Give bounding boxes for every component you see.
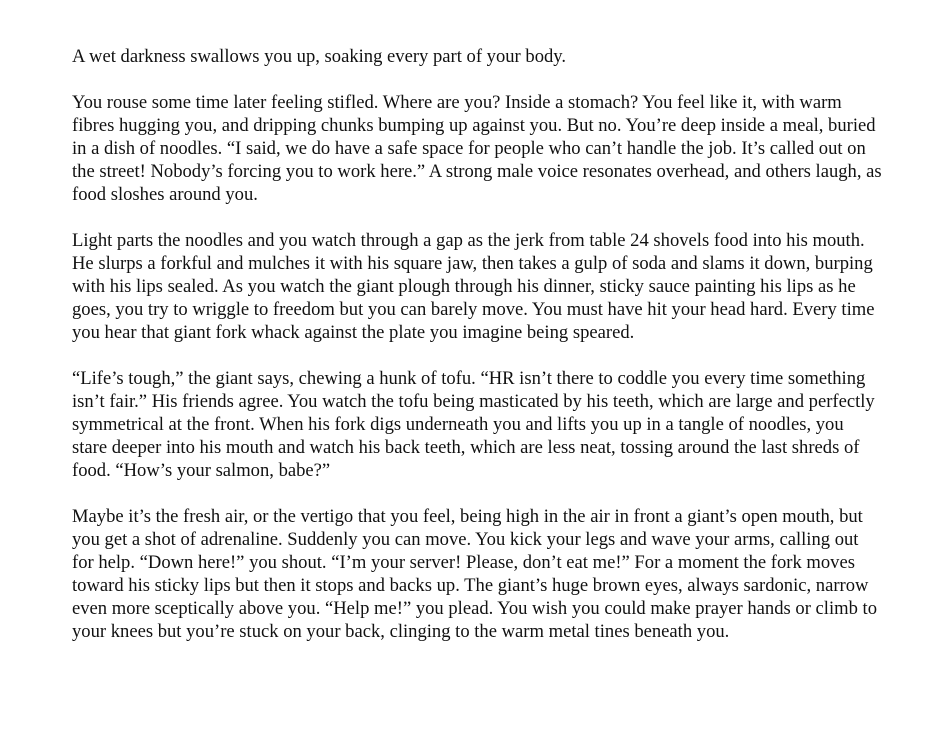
paragraph: Light parts the noodles and you watch through a gap as the jerk from table 24 shovels food into his mouth. He slurps a forkful and mulches it with his square jaw, then takes a gulp of soda and slams it down, burping with his lips sealed. As you watch the giant plough through his dinner, sticky sauce painting his lips as he goes, you try to wriggle to freedom but you can barely move. You must have hit your head hard. Every time you hear that giant fork whack against the plate you imagine being speared.	[72, 230, 875, 343]
paragraph: You rouse some time later feeling stifled. Where are you? Inside a stomach? You feel like it, with warm fibres hugging you, and dripping chunks bumping up against you. But no. You’re deep inside a meal, buried in a dish of noodles. “I said, we do have a safe space for people who can’t handle the job. It’s called out on the street! Nobody’s forcing you to work here.” A strong male voice resonates overhead, and others laugh, as food sloshes around you.	[72, 92, 882, 205]
document-body	[72, 45, 882, 666]
paragraph: Maybe it’s the fresh air, or the vertigo that you feel, being high in the air in front a giant’s open mouth, but you get a shot of adrenaline. Suddenly you can move. You kick your legs and wave your arms, calling out for help. “Down here!” you shout. “I’m your server! Please, don’t eat me!” For a moment the fork moves toward his sticky lips but then it stops and backs up. The giant’s huge brown eyes, always sardonic, narrow even more sceptically above you. “Help me!” you plead. You wish you could make prayer hands or climb to your knees but you’re stuck on your back, clinging to the warm metal tines beneath you.	[72, 506, 877, 642]
paragraph: A wet darkness swallows you up, soaking every part of your body.	[72, 46, 567, 67]
paragraph: “Life’s tough,” the giant says, chewing a hunk of tofu. “HR isn’t there to coddle you every time something isn’t fair.” His friends agree. You watch the tofu being masticated by his teeth, which are large and perfectly symmetrical at the front. When his fork digs underneath you and lifts you up in a tangle of noodles, you stare deeper into his mouth and watch his back teeth, which are less neat, tossing around the last shreds of food. “How’s your salmon, babe?”	[72, 368, 875, 481]
